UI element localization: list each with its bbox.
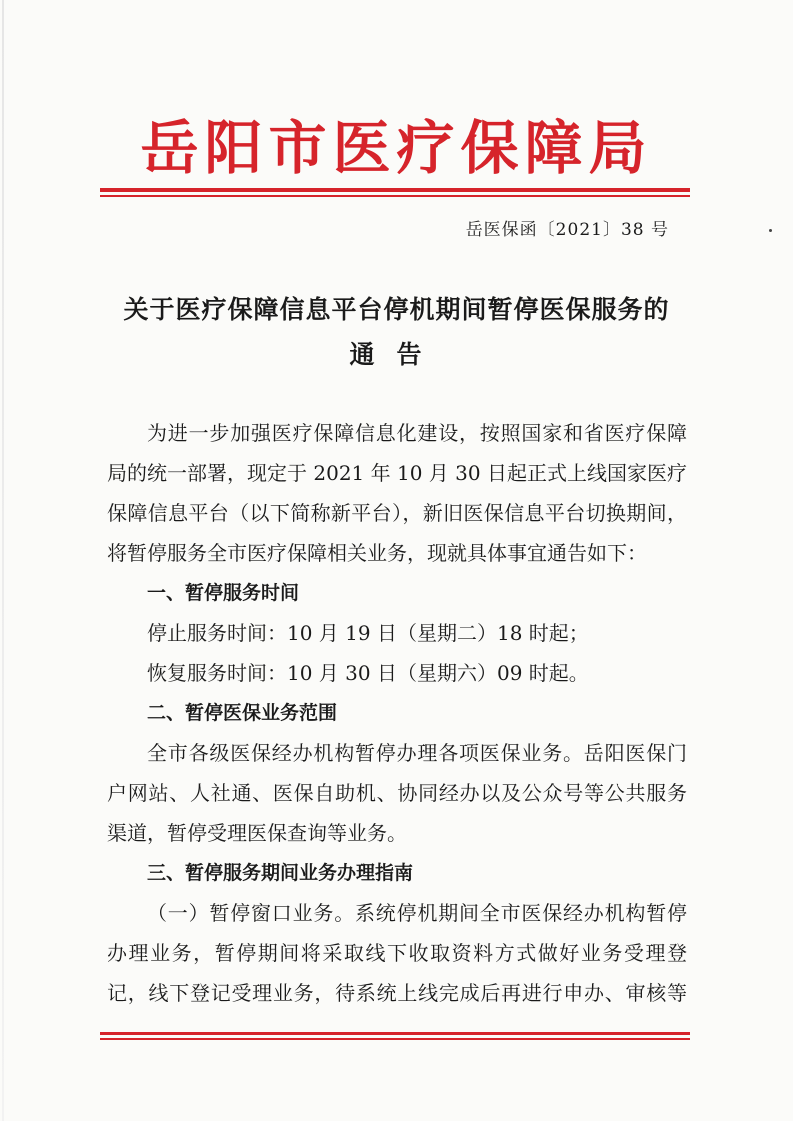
section-2-heading: 二、暂停医保业务范围 [147,702,338,724]
masthead-rule-thin [100,195,690,197]
intro-line: 局的统一部署，现定于 2021 年 10 月 30 日起正式上线国家医疗 [107,461,687,485]
section-3 [107,853,687,1013]
notice-title-line2: 通告 [349,340,444,369]
resume-service-time: 恢复服务时间：10 月 30 日（星期六）09 时起。 [147,661,589,685]
stop-service-time: 停止服务时间：10 月 19 日（星期二）18 时起； [147,621,589,645]
section-2 [107,693,687,853]
footer-rule-thick [100,1032,690,1035]
section-2-line: 渠道，暂停受理医保查询等业务。 [107,821,407,845]
intro-paragraph [107,413,687,573]
intro-line: 保障信息平台（以下简称新平台），新旧医保信息平台切换期间， [107,501,687,525]
section-3-line: 记，线下登记受理业务，待系统上线完成后再进行申办、审核等 [107,981,687,1005]
scan-speck [769,229,772,232]
masthead-rule-thick [100,188,690,192]
intro-line: 将暂停服务全市医疗保障相关业务，现就具体事宜通告如下： [107,541,647,565]
section-3-heading: 三、暂停服务期间业务办理指南 [147,862,414,884]
section-2-line: 全市各级医保经办机构暂停办理各项医保业务。岳阳医保门 [147,741,687,765]
organization-masthead: 岳阳市医疗保障局 [140,114,653,182]
section-1 [107,573,687,693]
footer-rule-thin [100,1038,690,1040]
intro-line: 为进一步加强医疗保障信息化建设，按照国家和省医疗保障 [147,421,687,445]
section-2-line: 户网站、人社通、医保自助机、协同经办以及公众号等公共服务 [107,781,687,805]
section-1-heading: 一、暂停服务时间 [147,582,300,604]
section-3-line: 办理业务，暂停期间将采取线下收取资料方式做好业务受理登 [107,941,687,965]
notice-title-line1: 关于医疗保障信息平台停机期间暂停医保服务的 [123,295,670,324]
document-number: 岳医保函〔2021〕38 号 [465,220,669,240]
section-3-line: （一）暂停窗口业务。系统停机期间全市医保经办机构暂停 [147,901,687,925]
